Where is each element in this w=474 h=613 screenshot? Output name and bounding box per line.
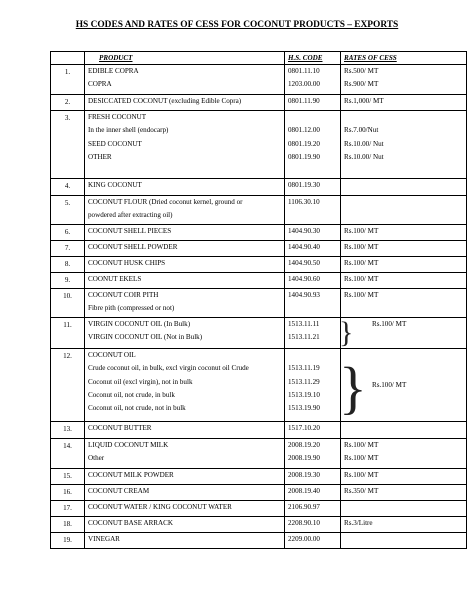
product-name: DESICCATED COCONUT (excluding Edible Copra) xyxy=(88,97,242,105)
hs-code: 1404.90.60 xyxy=(288,275,320,283)
cess-rate-cell xyxy=(341,196,467,225)
product-name-cell xyxy=(85,485,285,501)
cess-rate: Rs.100/ MT xyxy=(344,243,379,251)
hs-code: 2008.19.20 xyxy=(288,441,320,449)
hs-code-cell xyxy=(285,241,341,257)
cess-rate: Rs.350/ MT xyxy=(344,487,379,495)
cess-rate: Rs.100/ MT xyxy=(344,291,379,299)
hs-code-cell xyxy=(285,469,341,485)
hs-code: 1404.90.93 xyxy=(288,291,320,299)
hs-code: 0801.12.00 xyxy=(288,126,320,135)
product-name-cell xyxy=(85,533,285,549)
product-name: powdered after extracting oil) xyxy=(88,211,173,220)
product-name: COPRA xyxy=(88,80,112,89)
table-row xyxy=(51,517,467,533)
product-name: OTHER xyxy=(88,152,112,161)
product-name-cell xyxy=(85,95,285,111)
product-name: COCONUT HUSK CHIPS xyxy=(88,259,166,267)
cess-rate: Rs.900/ MT xyxy=(344,80,379,89)
cess-rate-cell xyxy=(341,273,467,289)
cess-rate: Rs.100/ MT xyxy=(344,471,379,479)
product-name-cell xyxy=(85,501,285,517)
cess-rate-cell xyxy=(341,533,467,549)
hs-code-cell xyxy=(285,111,341,179)
hs-code xyxy=(288,111,337,124)
table-row xyxy=(51,349,467,422)
cess-rate: Rs.100/ MT xyxy=(344,454,379,463)
hs-code-cell xyxy=(285,349,341,422)
hs-code-cell xyxy=(285,273,341,289)
table-row xyxy=(51,225,467,241)
hs-code: 2008.19.90 xyxy=(288,454,320,463)
row-number: 15. xyxy=(51,469,85,485)
row-number: 6. xyxy=(51,225,85,241)
table-row xyxy=(51,273,467,289)
hs-code: 0801.11.10 xyxy=(288,67,320,75)
product-name: Coconut oil, not crude, not in bulk xyxy=(88,404,186,413)
document-title: HS CODES AND RATES OF CESS FOR COCONUT PRODUCTS – EXPORTS xyxy=(75,20,399,30)
cess-rate: Rs.100/ MT xyxy=(344,227,379,235)
table-row xyxy=(51,111,467,179)
header-rate: RATES OF CESS xyxy=(341,52,467,65)
product-name: COCONUT FLOUR (Dried coconut kernel, ground or xyxy=(88,198,243,206)
cess-rate xyxy=(344,422,463,435)
row-number: 5. xyxy=(51,196,85,225)
product-name-cell xyxy=(85,241,285,257)
row-number: 9. xyxy=(51,273,85,289)
product-name: Coconut oil, not crude, in bulk xyxy=(88,390,175,399)
hs-code: 2008.19.40 xyxy=(288,487,320,495)
row-number: 14. xyxy=(51,439,85,469)
product-name-cell xyxy=(85,349,285,422)
cess-rate: Rs.500/ MT xyxy=(344,67,379,75)
product-name-cell xyxy=(85,439,285,469)
product-name-cell xyxy=(85,179,285,196)
cess-rate-cell xyxy=(341,517,467,533)
hs-code: 0801.19.20 xyxy=(288,139,320,148)
hs-code-cell xyxy=(285,95,341,111)
cess-rate-cell xyxy=(341,65,467,95)
cess-rate: Rs.100/ MT xyxy=(372,320,407,328)
hs-code: 0801.19.90 xyxy=(288,152,320,161)
table-header-row xyxy=(51,52,467,65)
cess-rate: Rs.100/ MT xyxy=(372,381,407,389)
grouping-brace: } xyxy=(339,316,354,349)
header-product: PRODUCT xyxy=(85,52,285,65)
cess-rate-cell xyxy=(341,349,467,422)
hs-code-cell xyxy=(285,422,341,439)
cess-rate: Rs.7.00/Nut xyxy=(344,126,379,135)
hs-code-cell xyxy=(285,257,341,273)
product-name-cell xyxy=(85,65,285,95)
hs-code: 2008.19.30 xyxy=(288,471,320,479)
hs-code: 2106.90.97 xyxy=(288,503,320,511)
hs-code-cell xyxy=(285,439,341,469)
cess-rate-cell xyxy=(341,318,467,349)
product-name-cell xyxy=(85,196,285,225)
product-name: COCONUT SHELL POWDER xyxy=(88,243,178,251)
row-number: 13. xyxy=(51,422,85,439)
cess-rate xyxy=(344,501,463,514)
hs-code: 1404.90.30 xyxy=(288,227,320,235)
hs-code xyxy=(288,302,337,315)
cess-rate-cell xyxy=(341,289,467,318)
cess-rate-cell xyxy=(341,179,467,196)
cess-rate-cell xyxy=(341,95,467,111)
table-row xyxy=(51,501,467,517)
cess-rate: Rs.100/ MT xyxy=(344,441,379,449)
row-number: 4. xyxy=(51,179,85,196)
cess-rate: Rs.10.00/ Nut xyxy=(344,152,384,161)
product-name: COCONUT COIR PITH xyxy=(88,291,159,299)
hs-code: 1513.19.90 xyxy=(288,404,320,413)
cess-rate-cell xyxy=(341,439,467,469)
row-number: 17. xyxy=(51,501,85,517)
product-name: Fibre pith (compressed or not) xyxy=(88,304,175,313)
hs-code: 2209.00.00 xyxy=(288,535,320,543)
grouping-brace: } xyxy=(339,355,367,420)
cess-rate xyxy=(344,302,463,315)
hs-code: 1513.11.21 xyxy=(288,333,320,342)
cess-rate: Rs.100/ MT xyxy=(344,275,379,283)
header-serial xyxy=(51,52,85,65)
row-number: 11. xyxy=(51,318,85,349)
cess-rate xyxy=(344,111,463,124)
hs-code-cell xyxy=(285,225,341,241)
product-name: COCONUT WATER / KING COCONUT WATER xyxy=(88,503,232,511)
row-number: 7. xyxy=(51,241,85,257)
product-name: SEED COCONUT xyxy=(88,139,142,148)
product-name: In the inner shell (endocarp) xyxy=(88,126,169,135)
hs-code: 1517.10.20 xyxy=(288,424,320,432)
cess-rate-cell xyxy=(341,225,467,241)
hs-code xyxy=(288,209,337,222)
hs-code: 1513.19.10 xyxy=(288,390,320,399)
hs-code-cell xyxy=(285,179,341,196)
product-name: KING COCONUT xyxy=(88,181,142,189)
product-name-cell xyxy=(85,111,285,179)
table-row xyxy=(51,485,467,501)
hs-code-cell xyxy=(285,485,341,501)
row-number: 19. xyxy=(51,533,85,549)
hs-code-cell xyxy=(285,501,341,517)
row-number: 10. xyxy=(51,289,85,318)
cess-rate: Rs.3/Litre xyxy=(344,519,373,527)
row-number: 8. xyxy=(51,257,85,273)
product-name: COCONUT BUTTER xyxy=(88,424,152,432)
hs-code: 1106.30.10 xyxy=(288,198,320,206)
product-name-cell xyxy=(85,318,285,349)
cess-rate: Rs.100/ MT xyxy=(344,259,379,267)
hs-code: 0801.19.30 xyxy=(288,181,320,189)
cess-rate-cell xyxy=(341,469,467,485)
product-name: COCONUT SHELL PIECES xyxy=(88,227,172,235)
cess-rate xyxy=(344,179,463,192)
hs-code: 1513.11.11 xyxy=(288,320,320,328)
hs-code-cell xyxy=(285,289,341,318)
product-name-cell xyxy=(85,517,285,533)
table-row xyxy=(51,318,467,349)
product-name: COCONUT MILK POWDER xyxy=(88,471,174,479)
cess-rate xyxy=(344,196,463,209)
product-name: Crude coconut oil, in bulk, excl virgin coconut oil Crude xyxy=(88,364,249,373)
table-row xyxy=(51,241,467,257)
table-row xyxy=(51,289,467,318)
row-number: 2. xyxy=(51,95,85,111)
cess-rate-cell xyxy=(341,241,467,257)
header-hs-code: H.S. CODE xyxy=(285,52,341,65)
cess-rate-cell xyxy=(341,485,467,501)
table-row xyxy=(51,439,467,469)
cess-rate xyxy=(344,209,463,222)
hs-code: 1513.11.19 xyxy=(288,364,320,373)
hs-code xyxy=(288,349,337,362)
row-number: 16. xyxy=(51,485,85,501)
row-number: 18. xyxy=(51,517,85,533)
product-name-cell xyxy=(85,422,285,439)
hs-code: 0801.11.90 xyxy=(288,97,320,105)
product-name: Coconut oil (excl virgin), not in bulk xyxy=(88,377,193,386)
product-name: VINEGAR xyxy=(88,535,120,543)
hs-code-cell xyxy=(285,517,341,533)
table-row xyxy=(51,469,467,485)
hs-code-cell xyxy=(285,65,341,95)
product-name: VIRGIN COCONUT OIL (Not in Bulk) xyxy=(88,333,203,342)
hs-code: 1203.00.00 xyxy=(288,80,320,89)
product-name: EDIBLE COPRA xyxy=(88,67,139,75)
row-number: 3. xyxy=(51,111,85,179)
product-name: COCONUT CREAM xyxy=(88,487,150,495)
cess-rate-cell xyxy=(341,422,467,439)
product-name: VIRGIN COCONUT OIL (In Bulk) xyxy=(88,320,191,328)
hs-code: 2208.90.10 xyxy=(288,519,320,527)
product-name-cell xyxy=(85,289,285,318)
table-row xyxy=(51,196,467,225)
cess-rates-table xyxy=(50,51,467,549)
cess-rate-cell xyxy=(341,257,467,273)
table-row xyxy=(51,179,467,196)
product-name: COONUT EKELS xyxy=(88,275,142,283)
cess-rate: Rs.10.00/ Nut xyxy=(344,139,384,148)
cess-rate: Rs.1,000/ MT xyxy=(344,97,384,105)
hs-code-cell xyxy=(285,533,341,549)
cess-rate xyxy=(344,533,463,546)
product-name: Other xyxy=(88,454,105,463)
product-name-cell xyxy=(85,225,285,241)
product-name: COCONUT BASE ARRACK xyxy=(88,519,174,527)
product-name: FRESH COCONUT xyxy=(88,113,147,121)
table-row xyxy=(51,257,467,273)
hs-code-cell xyxy=(285,318,341,349)
product-name-cell xyxy=(85,469,285,485)
table-row xyxy=(51,65,467,95)
table-row xyxy=(51,422,467,439)
row-number: 12. xyxy=(51,349,85,422)
hs-code: 1404.90.40 xyxy=(288,243,320,251)
table-row xyxy=(51,95,467,111)
cess-rate-cell xyxy=(341,111,467,179)
table-row xyxy=(51,533,467,549)
row-number: 1. xyxy=(51,65,85,95)
product-name: LIQUID COCONUT MILK xyxy=(88,441,169,449)
product-name-cell xyxy=(85,257,285,273)
hs-code: 1513.11.29 xyxy=(288,377,320,386)
hs-code: 1404.90.50 xyxy=(288,259,320,267)
product-name-cell xyxy=(85,273,285,289)
hs-code-cell xyxy=(285,196,341,225)
cess-rate-cell xyxy=(341,501,467,517)
product-name: COCONUT OIL xyxy=(88,351,136,359)
